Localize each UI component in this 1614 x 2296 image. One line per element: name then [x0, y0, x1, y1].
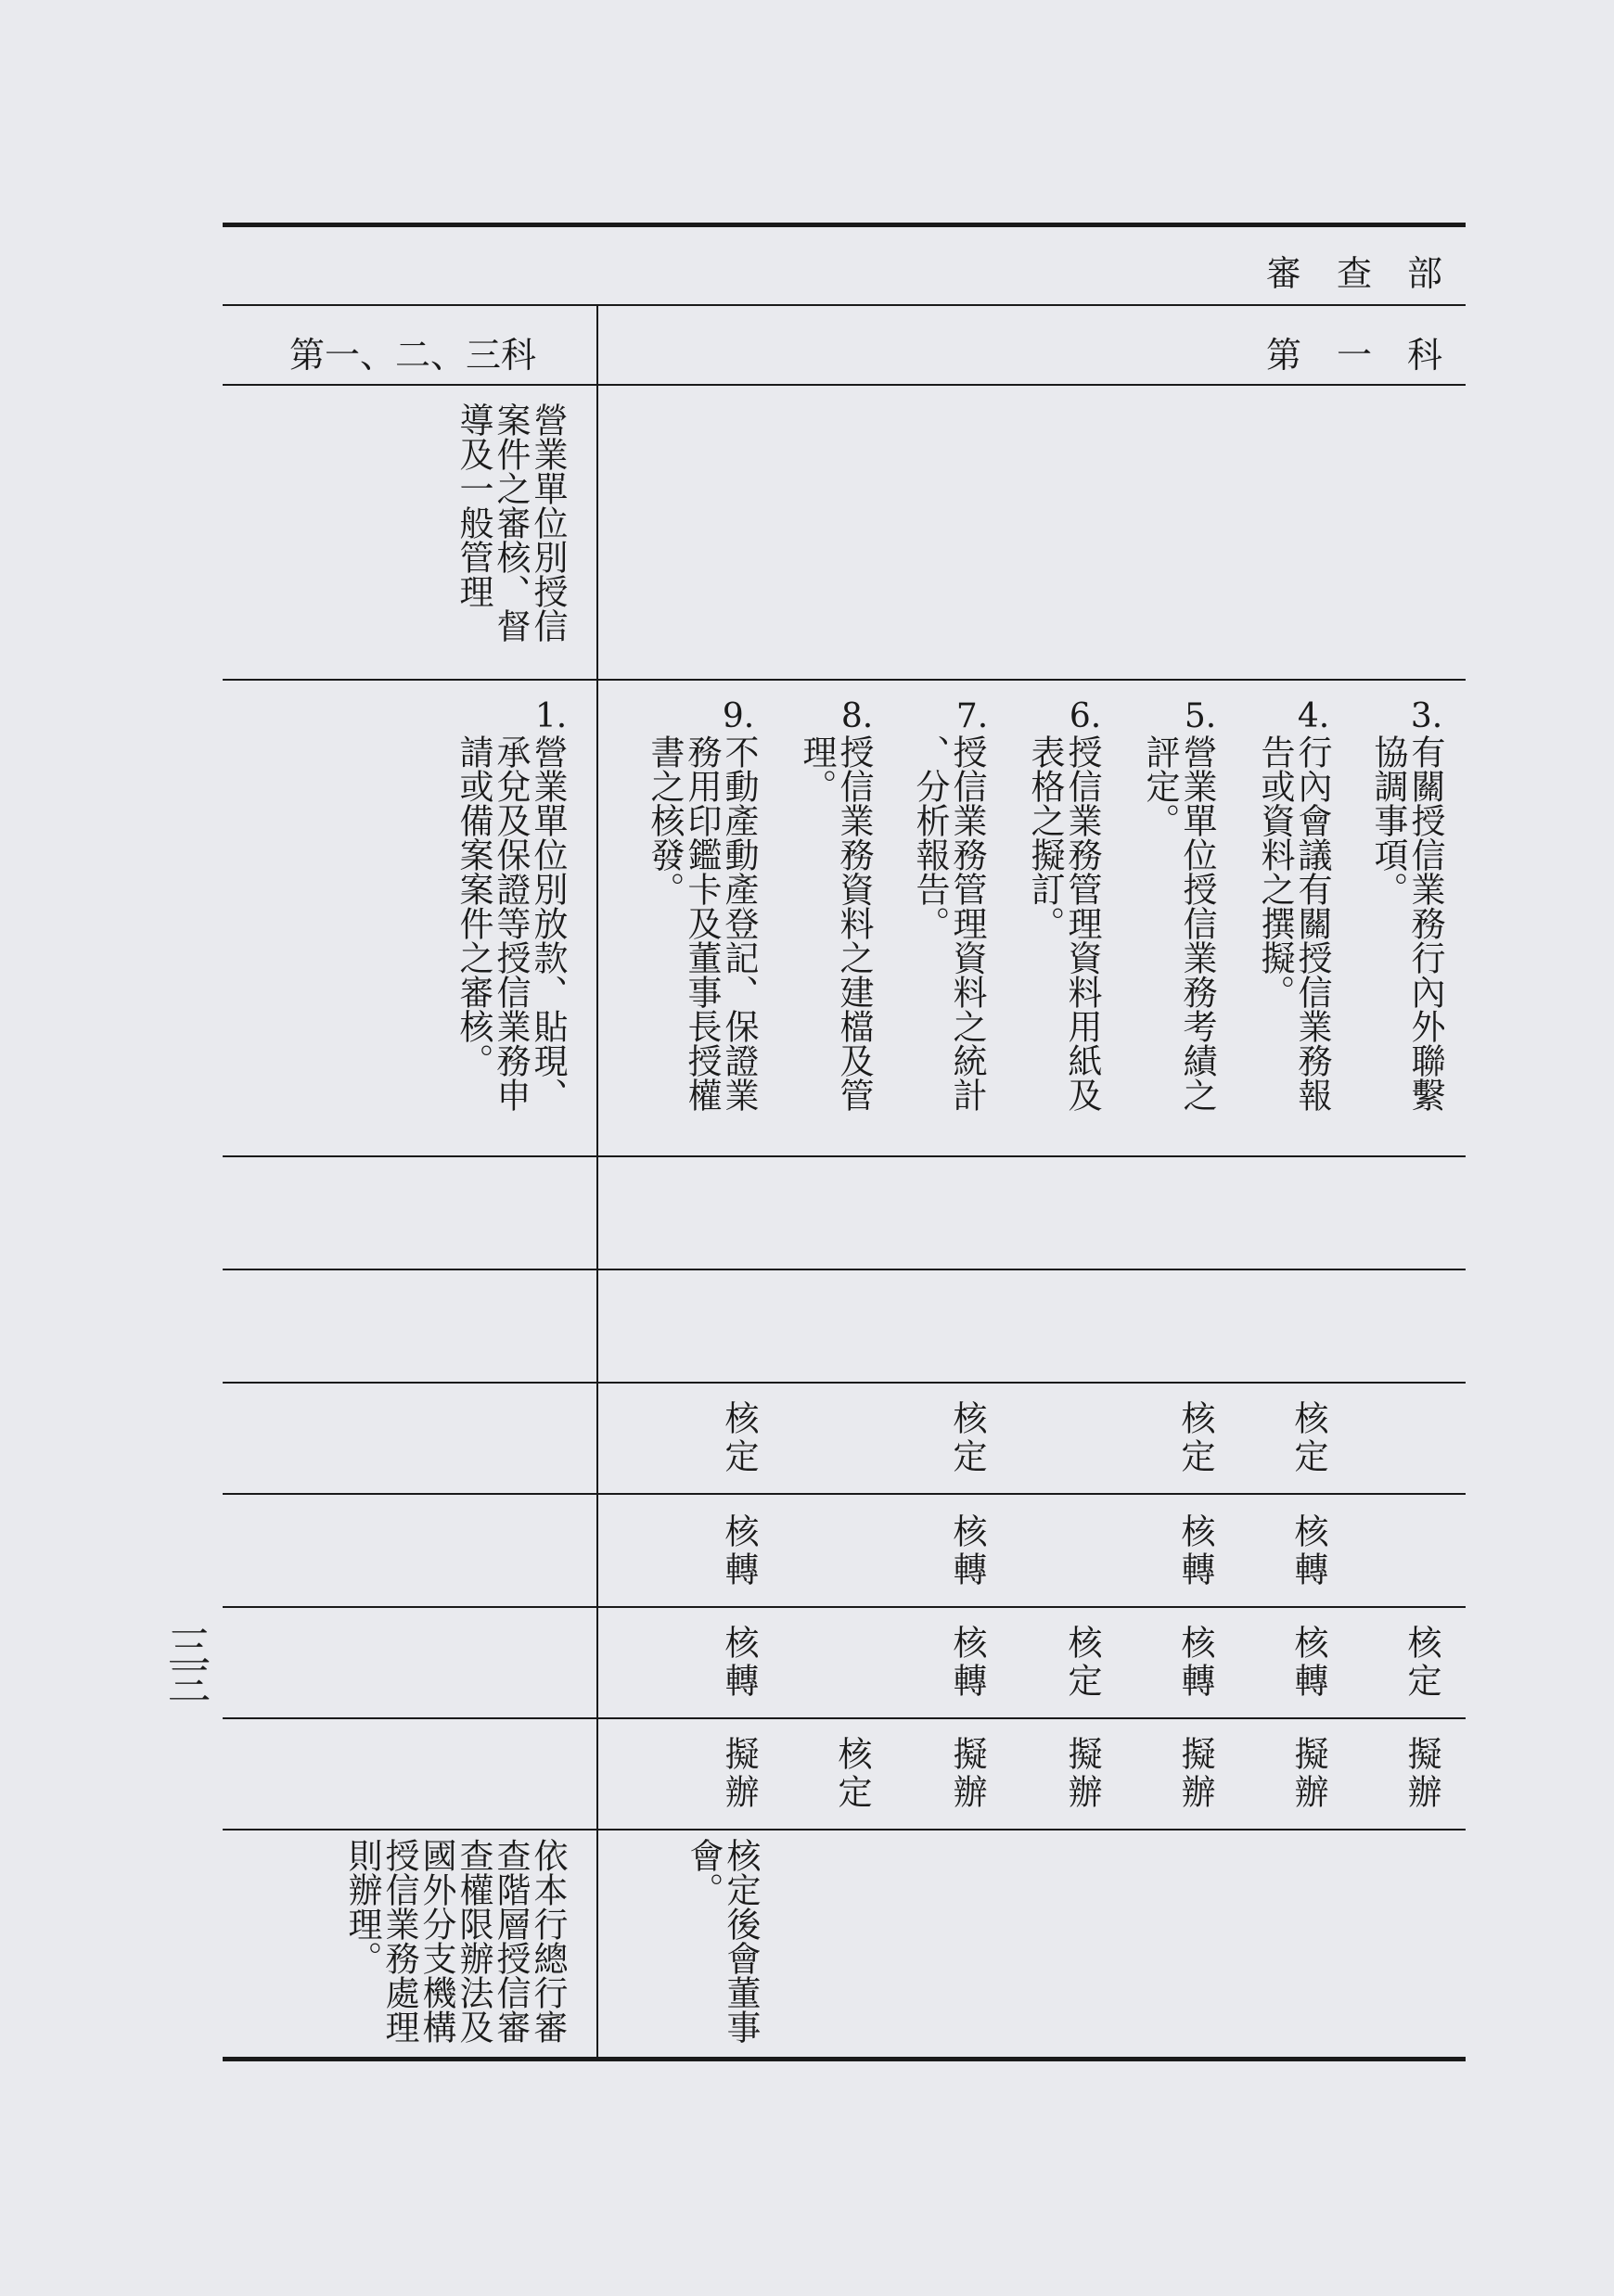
action-cell: 核轉	[1288, 1513, 1328, 1589]
action-cell: 擬辦	[1062, 1736, 1102, 1812]
action-cell: 核定	[1402, 1625, 1441, 1701]
item-number: 7.	[955, 697, 989, 735]
item-number: 6.	[1069, 697, 1102, 735]
note-left: 依本行總行審 查階層授信審 查權限辦法及 國外分支機構 授信業務處理 則辦理。	[342, 1838, 568, 2044]
duty-item-7: 授信業務管理資料之統計 、分析報告。	[910, 734, 987, 1112]
action-cell: 擬辦	[947, 1736, 987, 1812]
action-cell: 擬辦	[1175, 1736, 1215, 1812]
action-cell: 核定	[832, 1736, 872, 1812]
rule	[223, 679, 1466, 681]
action-cell: 核轉	[1175, 1513, 1215, 1589]
rule	[223, 1829, 1466, 1830]
page-number: 三三	[161, 1625, 211, 1699]
unit-right: 第 一 科	[1265, 335, 1442, 376]
action-cell: 核轉	[947, 1625, 987, 1701]
note-right: 核定後會董事 會。	[684, 1838, 761, 2044]
item-number: 5.	[1184, 697, 1217, 735]
action-cell: 核定	[719, 1400, 759, 1476]
rule	[223, 1382, 1466, 1384]
column-divider	[596, 304, 598, 2059]
duty-item-6: 授信業務管理資料用紙及 表格之擬訂。	[1025, 734, 1102, 1112]
rule	[223, 1717, 1466, 1719]
business-scope-text: 營業單位別授信 案件之審核、督 導及一般管理	[454, 402, 568, 643]
rule	[223, 1269, 1466, 1270]
action-cell: 核定	[947, 1400, 987, 1476]
duty-item-9: 不動產動產登記、保證業 務用印鑑卡及董事長授權 書之核發。	[645, 734, 759, 1112]
action-cell: 擬辦	[719, 1736, 759, 1812]
action-cell: 核轉	[719, 1625, 759, 1701]
rule	[223, 304, 1466, 306]
action-cell: 核定	[1288, 1400, 1328, 1476]
item-number: 4.	[1297, 697, 1330, 735]
duty-item-5: 營業單位授信業務考績之 評定。	[1140, 734, 1217, 1112]
unit-left: 第一、二、三科	[289, 335, 537, 376]
rule	[223, 1493, 1466, 1495]
action-cell: 擬辦	[1402, 1736, 1441, 1812]
action-cell: 核定	[1175, 1400, 1215, 1476]
bottom-rule	[223, 2057, 1466, 2061]
top-rule	[223, 223, 1466, 227]
action-cell: 擬辦	[1288, 1736, 1328, 1812]
rule	[223, 384, 1466, 386]
item-number: 1.	[534, 697, 568, 735]
item-number: 3.	[1410, 697, 1443, 735]
rule	[223, 1155, 1466, 1157]
duty-item-4: 行內會議有關授信業務報 告或資料之撰擬。	[1255, 734, 1332, 1112]
action-cell: 核轉	[947, 1513, 987, 1589]
item-number: 8.	[840, 697, 874, 735]
duty-item-1: 營業單位別放款、貼現、 承兌及保證等授信業務申 請或備案案件之審核。	[454, 734, 568, 1112]
action-cell: 核轉	[719, 1513, 759, 1589]
action-cell: 核轉	[1175, 1625, 1215, 1701]
rule	[223, 1606, 1466, 1608]
duty-item-8: 授信業務資料之建檔及管 理。	[797, 734, 874, 1112]
action-cell: 核轉	[1288, 1625, 1328, 1701]
department-title: 審 查 部	[1265, 253, 1442, 294]
item-number: 9.	[722, 697, 755, 735]
duty-item-3: 有關授信業務行內外聯繫 協調事項。	[1368, 734, 1445, 1112]
action-cell: 核定	[1062, 1625, 1102, 1701]
